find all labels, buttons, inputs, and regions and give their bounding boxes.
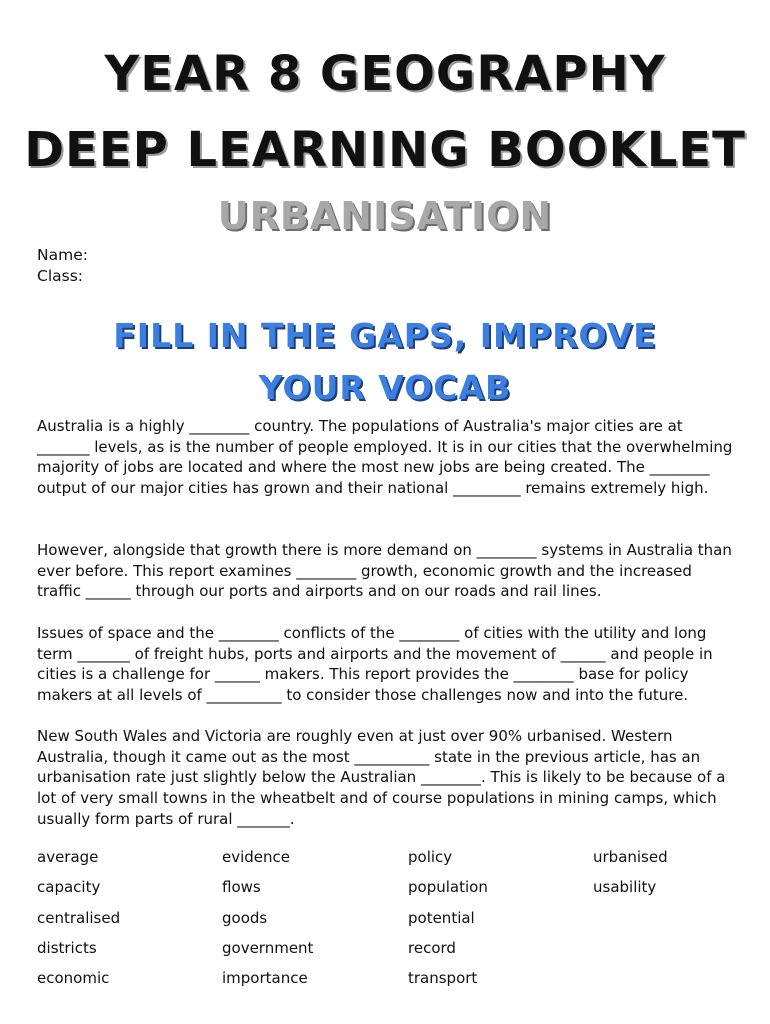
word-bank-item: average	[37, 848, 99, 866]
word-bank-item: government	[222, 938, 314, 957]
name-label: Name:	[37, 246, 88, 264]
booklet-title-line-1: YEAR 8 GEOGRAPHY	[104, 46, 666, 102]
word-bank-item: economic	[37, 969, 110, 988]
booklet-title-line-2: DEEP LEARNING BOOKLET	[24, 122, 746, 178]
gap-fill-paragraph-2: However, alongside that growth there is more demand on ________ systems in Australia than ever before. This report examines ________ growth, economic growth and the increased traffic ______ through our ports and airports and on our roads and rail lines.	[37, 541, 732, 601]
word-bank-item: usability	[593, 878, 657, 897]
word-bank-item: capacity	[37, 878, 101, 897]
gap-fill-paragraph-4: New South Wales and Victoria are roughly even at just over 90% urbanised. Western Australia, though it came out as the most __________ state in the previous article, has an urbanisation rate just slightly below the Australian ________. This is likely to be because of a lot of very small towns in the wheatbelt and of course populations in mining camps, which usually form parts of rural _______.	[37, 727, 726, 828]
word-bank-item: potential	[408, 908, 475, 927]
class-label: Class:	[37, 267, 84, 285]
word-bank-item: districts	[37, 938, 97, 957]
word-bank-item: evidence	[222, 848, 291, 866]
word-bank-item: importance	[222, 969, 308, 988]
word-bank-item: centralised	[37, 908, 121, 927]
word-bank-column-1	[37, 847, 217, 998]
word-bank-column-3	[408, 847, 588, 998]
word-bank-item: population	[408, 878, 488, 897]
word-bank-item: record	[408, 938, 456, 957]
word-bank-item: goods	[222, 908, 268, 927]
gap-fill-paragraph-3: Issues of space and the ________ conflicts of the ________ of cities with the utility and long term _______ of freight hubs, ports and airports and the movement of ______ and people in cities is a challenge for ______ makers. This report provides the ________ base for policy makers at all levels of __________ to consider those challenges now and into the future.	[37, 624, 713, 705]
gap-fill-paragraph-1: Australia is a highly ________ country. The populations of Australia's major cities are at _______ levels, as is the number of people employed. It is in our cities that the overwhelming majority of jobs are located and where the most new jobs are being created. The ________ output of our major cities has grown and their national _________ remains extremely high.	[37, 417, 733, 498]
word-bank-column-2	[222, 847, 402, 998]
word-bank-column-4	[593, 847, 770, 908]
word-bank-item: transport	[408, 969, 478, 988]
topic-subtitle: URBANISATION	[217, 194, 553, 238]
word-bank-item: policy	[408, 848, 453, 866]
word-bank-item: urbanised	[593, 848, 668, 866]
word-bank-item: flows	[222, 878, 261, 897]
activity-heading: FILL IN THE GAPS, IMPROVE YOUR VOCAB	[113, 316, 657, 407]
